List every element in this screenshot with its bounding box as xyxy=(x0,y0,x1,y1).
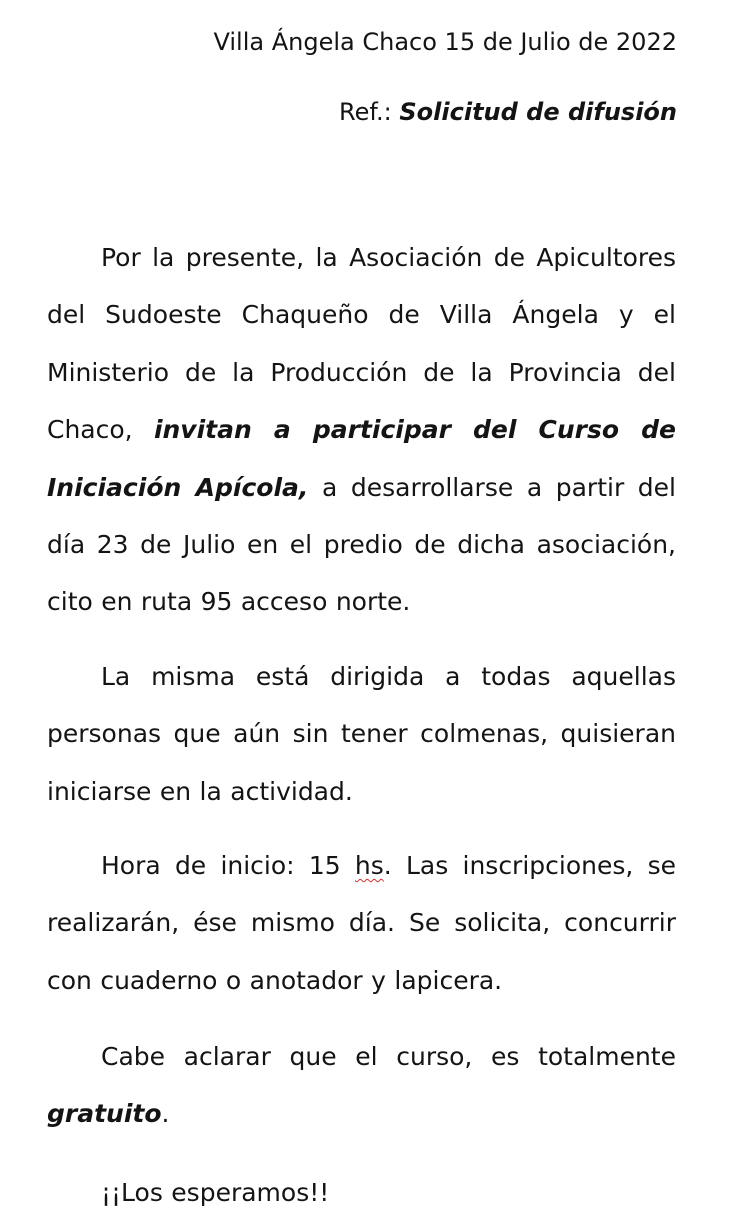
audience-text: La misma está dirigida a todas aquellas personas que aún sin tener colmenas, quisieran iniciarse en la actividad. xyxy=(47,662,676,806)
free-intro: Cabe aclarar que el curso, es totalmente xyxy=(101,1042,676,1071)
schedule-details: . Las inscripciones, se realizarán, ése mismo día. Se solicita, concurrir con cuaderno o anotador y lapicera. xyxy=(47,851,676,995)
ref-label: Ref.: xyxy=(338,98,392,126)
free-period: . xyxy=(161,1099,170,1129)
paragraph-closing xyxy=(47,1164,676,1221)
date-line: Villa Ángela Chaco 15 de Julio de 2022 xyxy=(213,28,677,56)
paragraph-free xyxy=(47,1028,676,1143)
invitation-details: a desarrollarse a partir del día 23 de Julio en el predio de dicha asociación, cito en ruta 95 acceso norte. xyxy=(47,472,676,617)
paragraph-invitation xyxy=(47,229,676,631)
paragraph-schedule xyxy=(47,837,676,1009)
paragraph-audience xyxy=(47,648,676,820)
closing-text: ¡¡Los esperamos!! xyxy=(101,1178,330,1207)
course-highlight: invitan a participar del Curso de Iniciación Apícola, xyxy=(47,415,676,502)
spellcheck-word: hs xyxy=(354,851,384,880)
reference-line xyxy=(339,97,677,127)
ref-subject: Solicitud de difusión xyxy=(399,98,677,126)
invitation-intro: Por la presente, la Asociación de Apicultores del Sudoeste Chaqueño de Villa Ángela y el Ministerio de la Producción de la Provincia del Chaco, xyxy=(47,243,676,445)
free-highlight: gratuito xyxy=(47,1099,162,1129)
schedule-start: Hora de inicio: 15 xyxy=(101,851,355,880)
